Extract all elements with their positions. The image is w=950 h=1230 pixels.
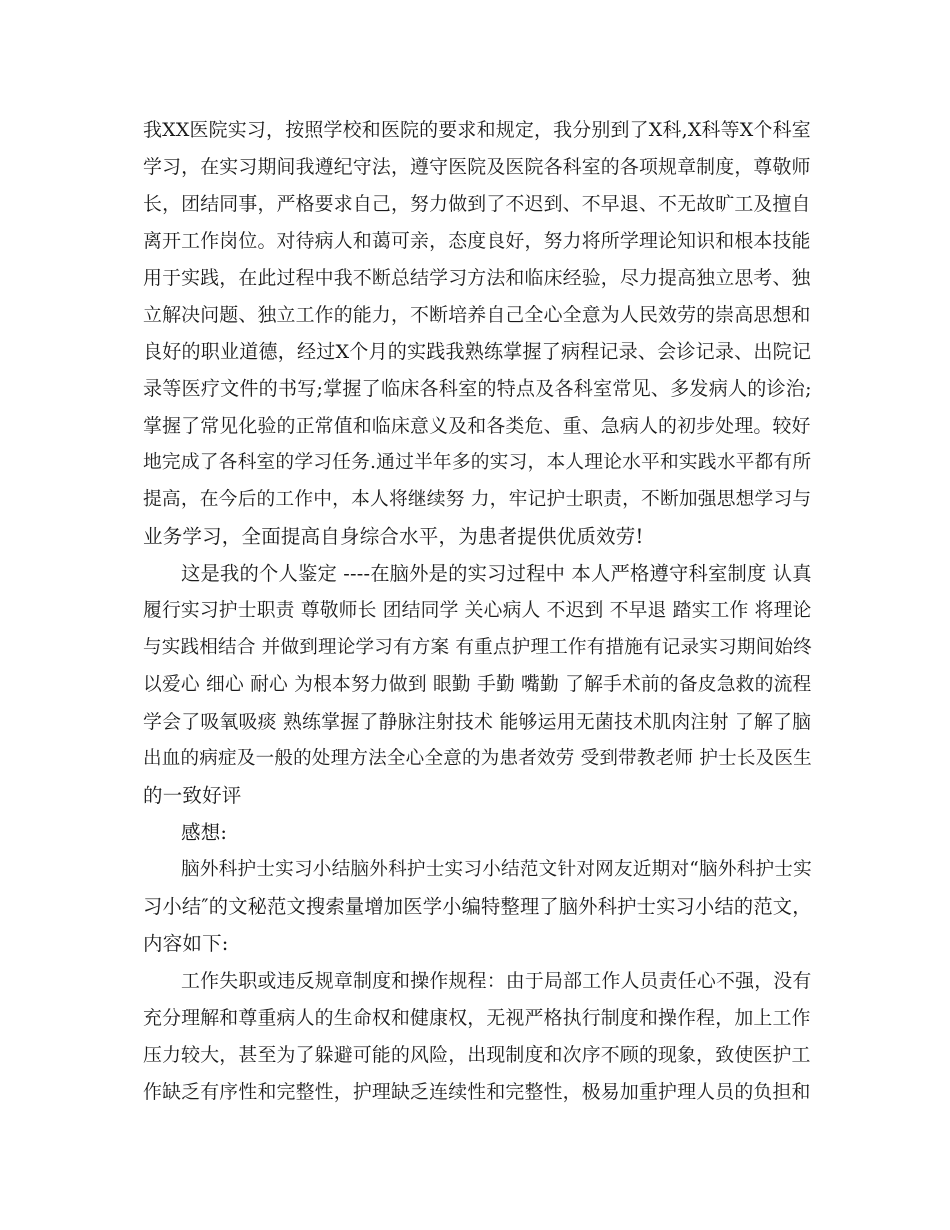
paragraph-1-line-9: 掌握了常见化验的正常值和临床意义及和各类危、重、急病人的初步处理。较好 [143,415,811,437]
paragraph-1-line-6: 立解决问题、独立工作的能力，不断培养自己全心全意为人民效劳的崇高思想和 [143,304,811,326]
paragraph-2-line-5: 学会了吸氧吸痰 熟练掌握了静脉注射技术 能够运用无菌技术肌肉注射 了解了脑 [143,711,812,733]
paragraph-1-line-8: 录等医疗文件的书写;掌握了临床各科室的特点及各科室常见、多发病人的诊治; [143,377,812,400]
paragraph-4-line-3: 压力较大，甚至为了躲避可能的风险，出现制度和次序不顾的现象，致使医护工 [143,1044,811,1066]
paragraph-3-line-3: 内容如下: [143,932,229,955]
section-heading-ganxiang: 感想: [181,821,228,844]
paragraph-1-line-7: 良好的职业道德，经过X个月的实践我熟练掌握了病程记录、会诊记录、出院记 [143,341,812,363]
paragraph-1-line-1: 我XX医院实习，按照学校和医院的要求和规定，我分别到了X科,X科等X个科室 [143,119,811,141]
paragraph-1-line-11: 提高，在今后的工作中，本人将继续努 力，牢记护士职责，不断加强思想学习与 [143,489,812,510]
paragraph-4-line-2: 充分理解和尊重病人的生命权和健康权，无视严格执行制度和操作程，加上工作 [143,1007,811,1029]
paragraph-3-line-2: 习小结″的文秘范文搜索量增加医学小编特整理了脑外科护士实习小结的范文， [143,895,812,918]
paragraph-1-line-5: 用于实践，在此过程中我不断总结学习方法和临床经验，尽力提高独立思考、独 [143,267,811,289]
paragraph-1-line-12: 业务学习，全面提高自身综合水平，为患者提供优质效劳! [143,525,644,548]
paragraph-1-line-3: 长，团结同事，严格要求自己，努力做到了不迟到、不早退、不无故旷工及擅自 [143,193,811,215]
paragraph-4-line-4: 作缺乏有序性和完整性，护理缺乏连续性和完整性，极易加重护理人员的负担和 [143,1081,811,1103]
paragraph-4-line-1: 工作失职或违反规章制度和操作规程：由于局部工作人员责任心不强，没有 [181,970,812,992]
paragraph-1-line-2: 学习，在实习期间我遵纪守法，遵守医院及医院各科室的各项规章制度，尊敬师 [143,156,811,178]
paragraph-2-line-7: 的一致好评 [143,784,242,807]
paragraph-2-line-1: 这是我的个人鉴定 ----在脑外是的实习过程中 本人严格遵守科室制度 认真 [181,562,812,585]
paragraph-2-line-6: 出血的病症及一般的处理方法全心全意的为患者效劳 受到带教老师 护士长及医生 [143,748,812,769]
paragraph-2-line-2: 履行实习护士职责 尊敬师长 团结同学 关心病人 不迟到 不早退 踏实工作 将理论 [143,600,812,621]
paragraph-2-line-3: 与实践相结合 并做到理论学习有方案 有重点护理工作有措施有记录实习期间始终 [143,637,812,658]
paragraph-3-line-1: 脑外科护士实习小结脑外科护士实习小结范文针对网友近期对“脑外科护士实 [181,859,812,880]
paragraph-1-line-10: 地完成了各科室的学习任务.通过半年多的实习，本人理论水平和实践水平都有所 [143,452,812,473]
paragraph-2-line-4: 以爱心 细心 耐心 为根本努力做到 眼勤 手勤 嘴勤 了解手术前的备皮急救的流程 [143,674,812,695]
paragraph-1-line-4: 离开工作岗位。对待病人和蔼可亲，态度良好，努力将所学理论知识和根本技能 [143,230,811,252]
